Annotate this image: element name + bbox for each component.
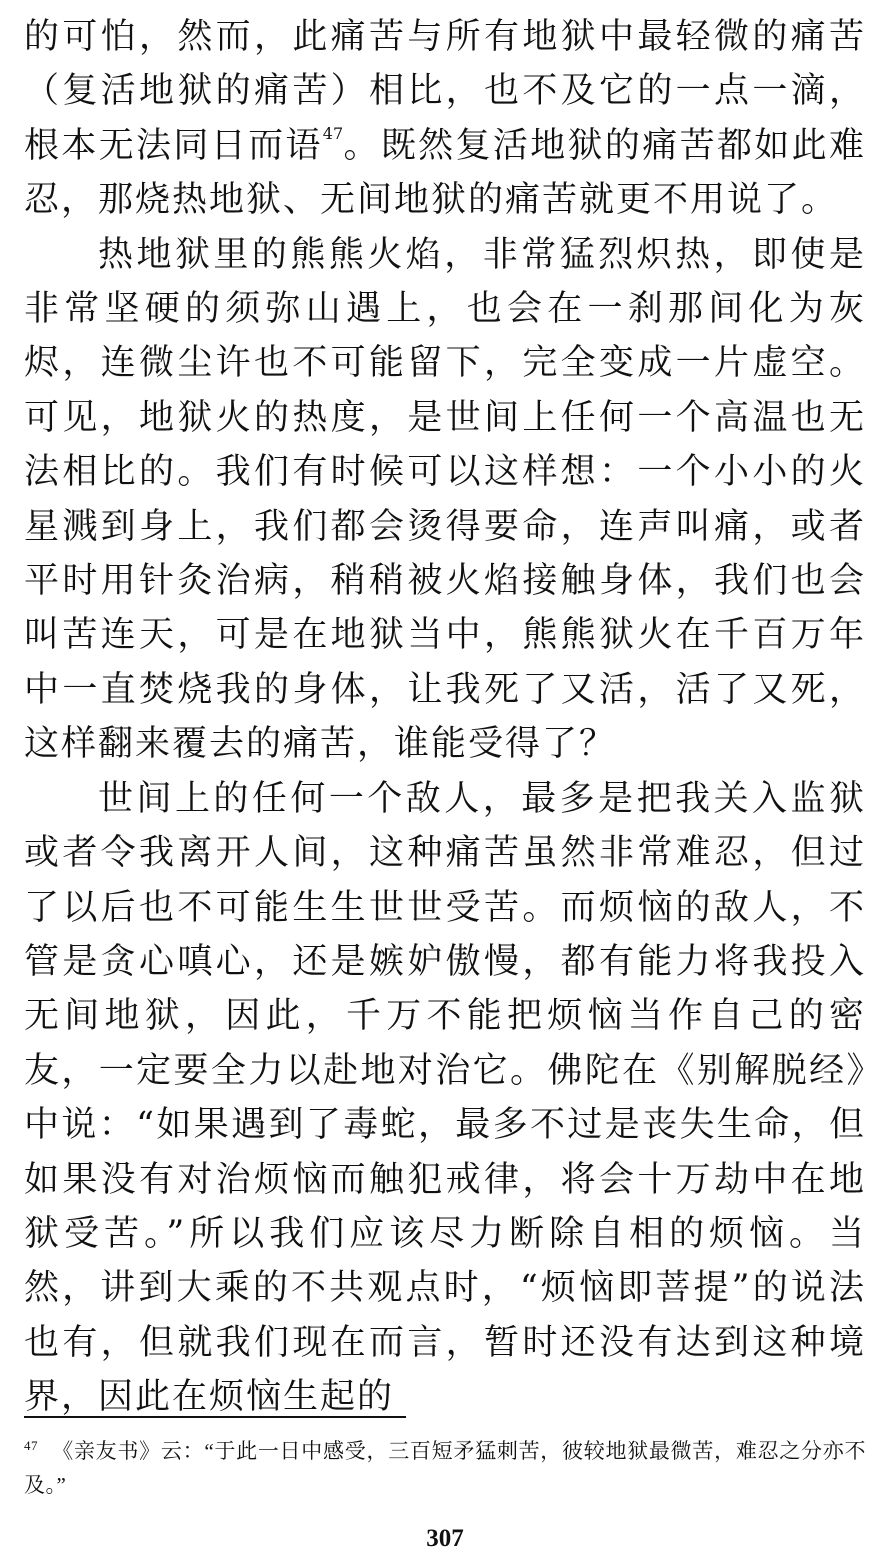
paragraph-1-text-b: 。既然复活地狱的痛苦都如此难忍，那烧热地狱、无间地狱的痛苦就更不用说了。: [24, 125, 866, 221]
footnote-47: [24, 1434, 866, 1502]
paragraph-3: 世间上的任何一个敌人，最多是把我关入监狱或者令我离开人间，这种痛苦虽然非常难忍，但过了以后也不可能生生世世受苦。而烦恼的敌人，不管是贪心嗔心，还是嫉妒傲慢，都有能力将我投入无间地狱，因此，千万不能把烦恼当作自己的密友，一定要全力以赴地对治它。佛陀在《别解脱经》中说：“如果遇到了毒蛇，最多不过是丧失生命，但如果没有对治烦恼而触犯戒律，将会十万劫中在地狱受苦。”所以我们应该尽力断除自相的烦恼。当然，讲到大乘的不共观点时，“烦恼即菩提”的说法也有，但就我们现在而言，暂时还没有达到这种境界，因此在烦恼生起的: [24, 778, 866, 1418]
paragraph-1: [24, 10, 866, 228]
footnote-reference-47[interactable]: 47: [322, 123, 344, 143]
footnote-mark: 47: [24, 1438, 38, 1453]
paragraph-1-text-a: 的可怕，然而，此痛苦与所有地狱中最轻微的痛苦（复活地狱的痛苦）相比，也不及它的一点一滴，根本无法同日而语: [24, 17, 866, 166]
paragraph-2: 热地狱里的熊熊火焰，非常猛烈炽热，即使是非常坚硬的须弥山遇上，也会在一刹那间化为灰烬，连微尘许也不可能留下，完全变成一片虚空。可见，地狱火的热度，是世间上任何一个高温也无法相比的。我们有时候可以这样想：一个小小的火星溅到身上，我们都会烫得要命，连声叫痛，或者平时用针灸治病，稍稍被火焰接触身体，我们也会叫苦连天，可是在地狱当中，熊熊狱火在千百万年中一直焚烧我的身体，让我死了又活，活了又死，这样翻来覆去的痛苦，谁能受得了？: [24, 234, 866, 765]
page-body: [24, 10, 866, 1425]
footnote-text: 《亲友书》云：“于此一日中感受，三百短矛猛刺苦，彼较地狱最微苦，难忍之分亦不及。”: [24, 1439, 866, 1497]
footnote-divider: [24, 1416, 406, 1418]
page-number: 307: [426, 1525, 464, 1552]
